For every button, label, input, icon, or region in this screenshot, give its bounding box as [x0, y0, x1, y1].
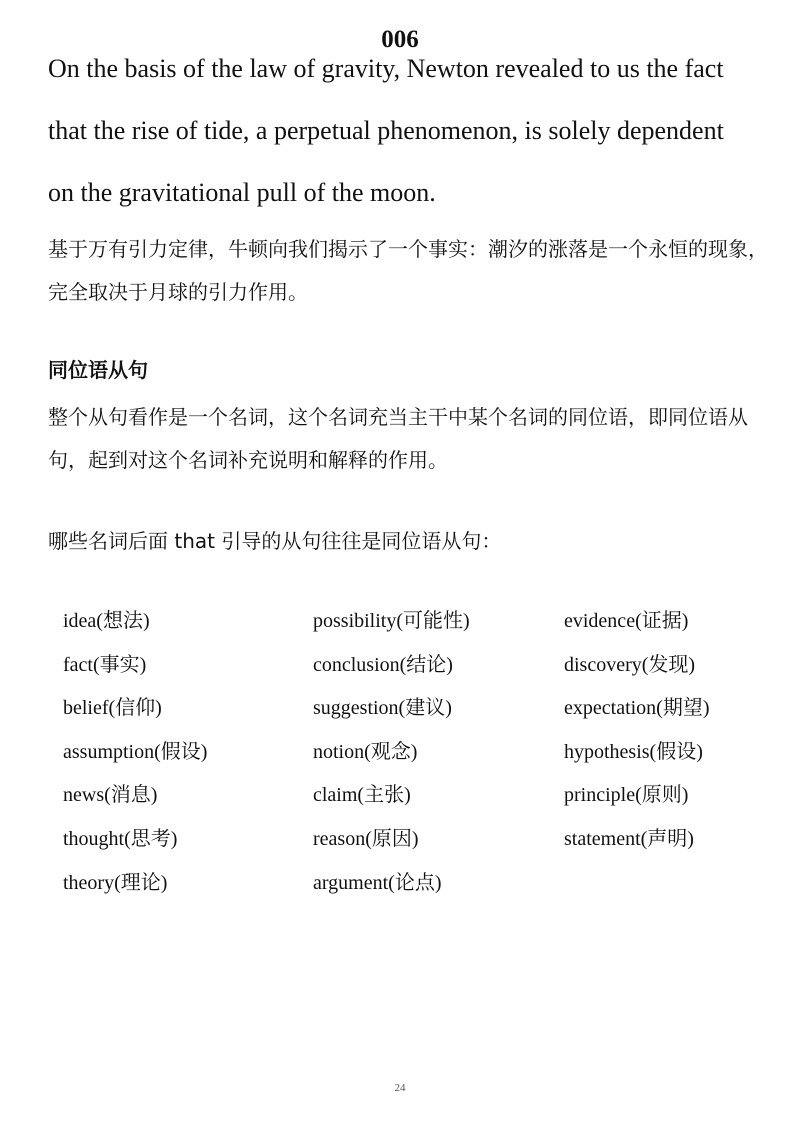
noun-item: argument(论点) [313, 871, 442, 894]
page-number: 24 [394, 1082, 406, 1094]
noun-item: discovery(发现) [564, 653, 696, 676]
noun-item: hypothesis(假设) [564, 740, 703, 763]
noun-list [63, 600, 783, 905]
english-sentence-line: On the basis of the law of gravity, Newton revealed to us the fact [48, 54, 724, 83]
noun-item: fact(事实) [63, 653, 147, 676]
noun-item: news(消息) [63, 784, 158, 807]
noun-item: conclusion(结论) [313, 653, 453, 676]
noun-item: possibility(可能性) [313, 610, 470, 632]
noun-item: principle(原则) [564, 784, 689, 807]
noun-item: theory(理论) [63, 871, 168, 894]
noun-item: belief(信仰) [63, 697, 162, 720]
entry-number: 006 [381, 26, 419, 53]
english-sentence-line: that the rise of tide, a perpetual phenomenon, is solely dependent [48, 116, 724, 145]
noun-list-intro: 哪些名词后面 that 引导的从句往往是同位语从句： [48, 529, 502, 553]
chinese-translation: 基于万有引力定律，牛顿向我们揭示了一个事实：潮汐的涨落是一个永恒的现象，完全取决于月球的引力作用。 [48, 237, 768, 304]
noun-item: suggestion(建议) [313, 697, 452, 720]
english-sentence-line: on the gravitational pull of the moon. [48, 178, 436, 207]
noun-item: notion(观念) [313, 740, 418, 763]
noun-item: thought(思考) [63, 827, 178, 850]
noun-item: statement(声明) [564, 827, 694, 850]
grammar-definition: 整个从句看作是一个名词，这个名词充当主干中某个名词的同位语，即同位语从句，起到对这个名词补充说明和解释的作用。 [48, 405, 748, 472]
noun-item: evidence(证据) [564, 610, 689, 632]
noun-item: claim(主张) [313, 784, 411, 807]
english-sentence [48, 38, 778, 224]
section-heading: 同位语从句 [48, 358, 148, 382]
noun-item: expectation(期望) [564, 697, 710, 720]
noun-item: reason(原因) [313, 827, 419, 850]
noun-item: assumption(假设) [63, 740, 208, 763]
noun-item: idea(想法) [63, 610, 150, 632]
